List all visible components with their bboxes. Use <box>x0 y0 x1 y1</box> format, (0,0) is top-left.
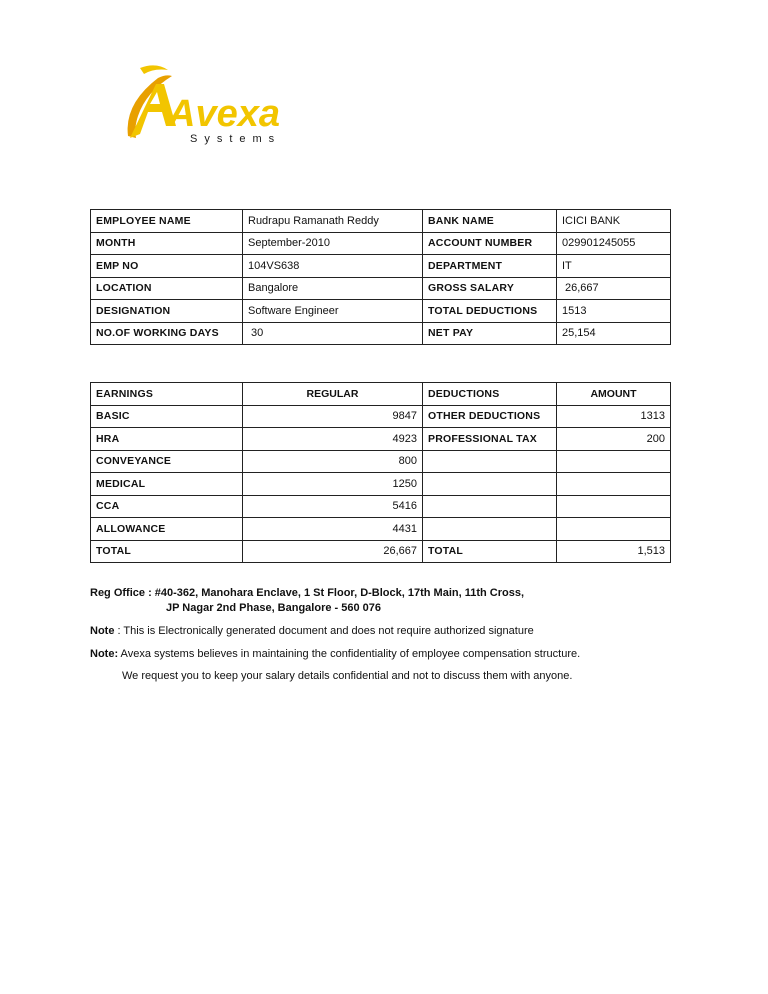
amount-header: AMOUNT <box>557 383 671 406</box>
field-value: 25,154 <box>557 322 671 345</box>
field-value: 029901245055 <box>557 232 671 255</box>
logo-swoosh <box>140 65 168 74</box>
earning-label: MEDICAL <box>91 473 243 496</box>
earning-amount: 1250 <box>243 473 423 496</box>
deduction-label <box>423 473 557 496</box>
deduction-amount <box>557 518 671 541</box>
field-label: DESIGNATION <box>91 300 243 323</box>
field-label: EMP NO <box>91 255 243 278</box>
earning-label: TOTAL <box>91 540 243 563</box>
table-header-row <box>91 383 671 406</box>
logo-brand-text: Avexa <box>168 93 280 135</box>
note-signature <box>90 624 534 639</box>
earning-label: BASIC <box>91 405 243 428</box>
field-value: ICICI BANK <box>557 210 671 233</box>
earning-label: CCA <box>91 495 243 518</box>
earning-label: CONVEYANCE <box>91 450 243 473</box>
field-label: MONTH <box>91 232 243 255</box>
earning-amount: 800 <box>243 450 423 473</box>
note-text: Avexa systems believes in maintaining the confidentiality of employee compensation structure. <box>118 648 581 660</box>
table-row <box>91 473 671 496</box>
earning-amount: 9847 <box>243 405 423 428</box>
company-logo <box>94 64 332 154</box>
field-label: ACCOUNT NUMBER <box>423 232 557 255</box>
deduction-label <box>423 450 557 473</box>
field-label: BANK NAME <box>423 210 557 233</box>
field-label: DEPARTMENT <box>423 255 557 278</box>
table-row <box>91 210 671 233</box>
earnings-header: EARNINGS <box>91 383 243 406</box>
earning-label: HRA <box>91 428 243 451</box>
earning-amount: 4431 <box>243 518 423 541</box>
table-row <box>91 255 671 278</box>
logo-sub-text: Systems <box>190 133 282 145</box>
table-row <box>91 300 671 323</box>
field-value: 26,667 <box>557 277 671 300</box>
deduction-label: TOTAL <box>423 540 557 563</box>
earning-amount: 4923 <box>243 428 423 451</box>
field-value: Bangalore <box>243 277 423 300</box>
deduction-amount <box>557 450 671 473</box>
regular-header: REGULAR <box>243 383 423 406</box>
field-value: 1513 <box>557 300 671 323</box>
table-row <box>91 495 671 518</box>
field-label: EMPLOYEE NAME <box>91 210 243 233</box>
deduction-label <box>423 518 557 541</box>
note-confidentiality-line2: We request you to keep your salary details confidential and not to discuss them with anyone. <box>122 670 573 682</box>
deduction-amount: 1,513 <box>557 540 671 563</box>
deductions-header: DEDUCTIONS <box>423 383 557 406</box>
note-label: Note <box>90 625 115 637</box>
deduction-label: OTHER DEDUCTIONS <box>423 405 557 428</box>
field-value: 104VS638 <box>243 255 423 278</box>
earning-label: ALLOWANCE <box>91 518 243 541</box>
reg-office-line1: Reg Office : #40-362, Manohara Enclave, 1 St Floor, D-Block, 17th Main, 11th Cross, <box>90 587 525 599</box>
field-value: September-2010 <box>243 232 423 255</box>
note-label: Note: <box>90 648 119 660</box>
field-label: NET PAY <box>423 322 557 345</box>
field-value: Rudrapu Ramanath Reddy <box>243 210 423 233</box>
deduction-label <box>423 495 557 518</box>
field-label: LOCATION <box>91 277 243 300</box>
deduction-amount <box>557 473 671 496</box>
field-value: Software Engineer <box>243 300 423 323</box>
note-confidentiality <box>90 647 580 662</box>
field-label: GROSS SALARY <box>423 277 557 300</box>
deduction-amount: 1313 <box>557 405 671 428</box>
earning-amount: 5416 <box>243 495 423 518</box>
table-row <box>91 540 671 563</box>
field-label: NO.OF WORKING DAYS <box>91 322 243 345</box>
table-row <box>91 518 671 541</box>
table-row <box>91 428 671 451</box>
earnings-deductions-table <box>90 382 671 563</box>
field-value: IT <box>557 255 671 278</box>
table-row <box>91 405 671 428</box>
field-value: 30 <box>243 322 423 345</box>
note-text: : This is Electronically generated document and does not require authorized signature <box>114 625 534 637</box>
table-row <box>91 450 671 473</box>
field-label: TOTAL DEDUCTIONS <box>423 300 557 323</box>
deduction-amount: 200 <box>557 428 671 451</box>
deduction-label: PROFESSIONAL TAX <box>423 428 557 451</box>
earning-amount: 26,667 <box>243 540 423 563</box>
table-row <box>91 322 671 345</box>
table-row <box>91 277 671 300</box>
employee-info-table <box>90 209 671 345</box>
deduction-amount <box>557 495 671 518</box>
reg-office-line2: JP Nagar 2nd Phase, Bangalore - 560 076 <box>166 602 382 614</box>
table-row <box>91 232 671 255</box>
